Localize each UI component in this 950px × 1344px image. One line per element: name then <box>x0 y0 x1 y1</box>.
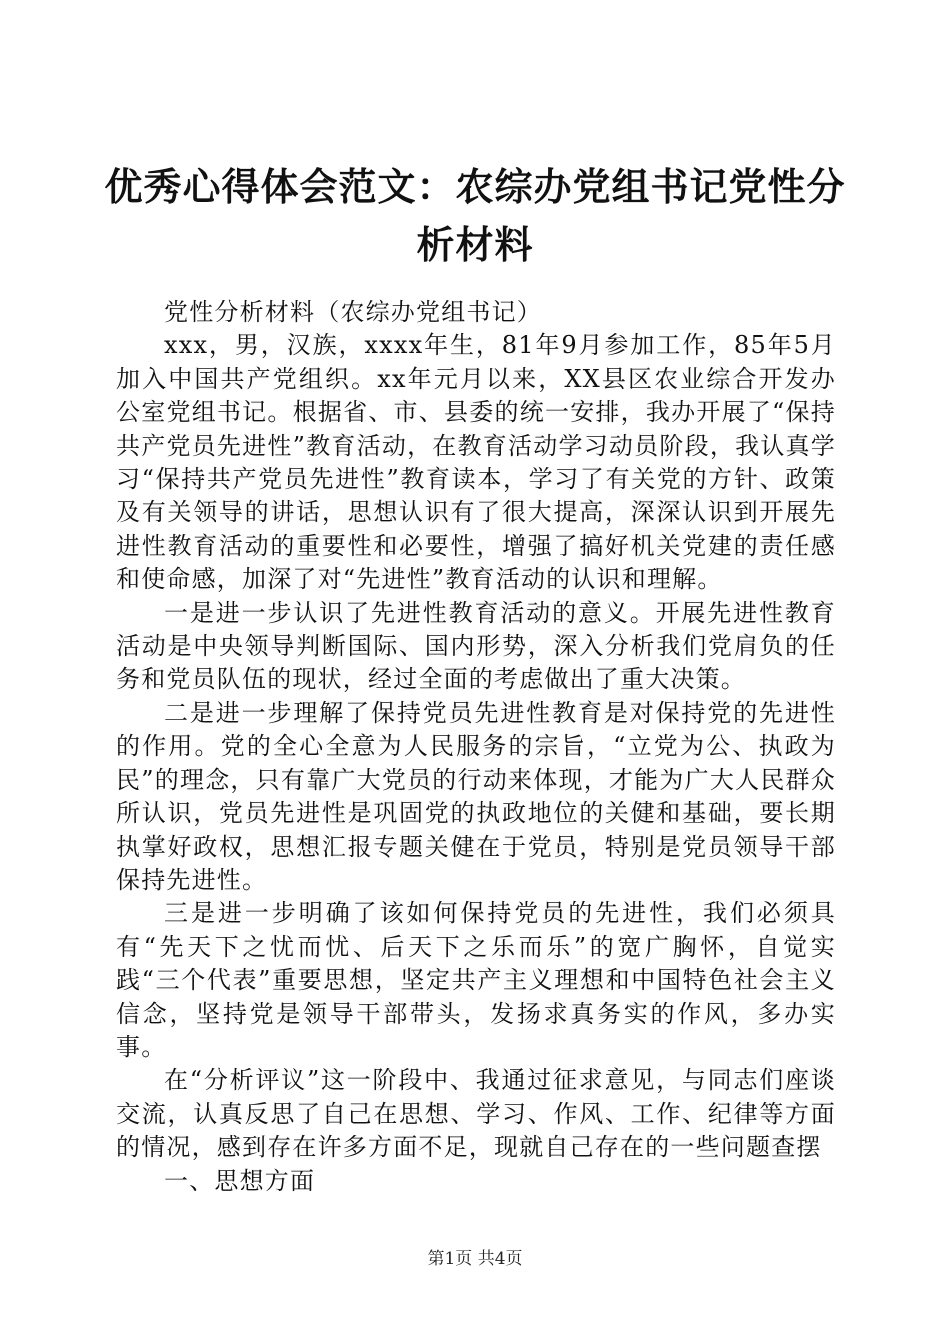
paragraph: xxx，男，汉族，xxxx年生，81年9月参加工作，85年5月加入中国共产党组织。xx年元月以来，XX县区农业综合开发办公室党组书记。根据省、市、县委的统一安排，我办开展了“保持共产党员先进性”教育活动，在教育活动学习动员阶段，我认真学习“保持共产党员先进性”教育读本，学习了有关党的方针、政策及有关领导的讲话，思想认识有了很大提高，深深认识到开展先进性教育活动的重要性和必要性，增强了搞好机关党建的责任感和使命感，加深了对“先进性”教育活动的认识和理解。 <box>116 331 836 594</box>
paragraph-subtitle: 党性分析材料（农综办党组书记） <box>164 298 542 326</box>
document-body <box>116 296 836 1198</box>
paragraph: 二是进一步理解了保持党员先进性教育是对保持党的先进性的作用。党的全心全意为人民服务的宗旨，“立党为公、执政为民”的理念，只有靠广大党员的行动来体现，才能为广大人民群众所认识，党员先进性是巩固党的执政地位的关健和基础，要长期执掌好政权，思想汇报专题关健在于党员，特别是党员领导干部保持先进性。 <box>116 698 836 894</box>
section-heading: 一、思想方面 <box>164 1166 316 1195</box>
paragraph: 三是进一步明确了该如何保持党员的先进性，我们必须具有“先天下之忧而忧、后天下之乐而乐”的宽广胸怀，自觉实践“三个代表”重要思想，坚定共产主义理想和中国特色社会主义信念，坚持党是领导干部带头，发扬求真务实的作风，多办实事。 <box>116 899 836 1061</box>
document-title: 优秀心得体会范文：农综办党组书记党性分析材料 <box>104 164 846 267</box>
page-number-footer: 第1页 共4页 <box>427 1249 523 1269</box>
paragraph: 在“分析评议”这一阶段中、我通过征求意见，与同志们座谈交流，认真反思了自己在思想、学习、作风、工作、纪律等方面的情况，感到存在许多方面不足，现就自己存在的一些问题查摆 <box>116 1066 836 1162</box>
paragraph: 一是进一步认识了先进性教育活动的意义。开展先进性教育活动是中央领导判断国际、国内形势，深入分析我们党肩负的任务和党员队伍的现状，经过全面的考虑做出了重大决策。 <box>116 598 836 694</box>
